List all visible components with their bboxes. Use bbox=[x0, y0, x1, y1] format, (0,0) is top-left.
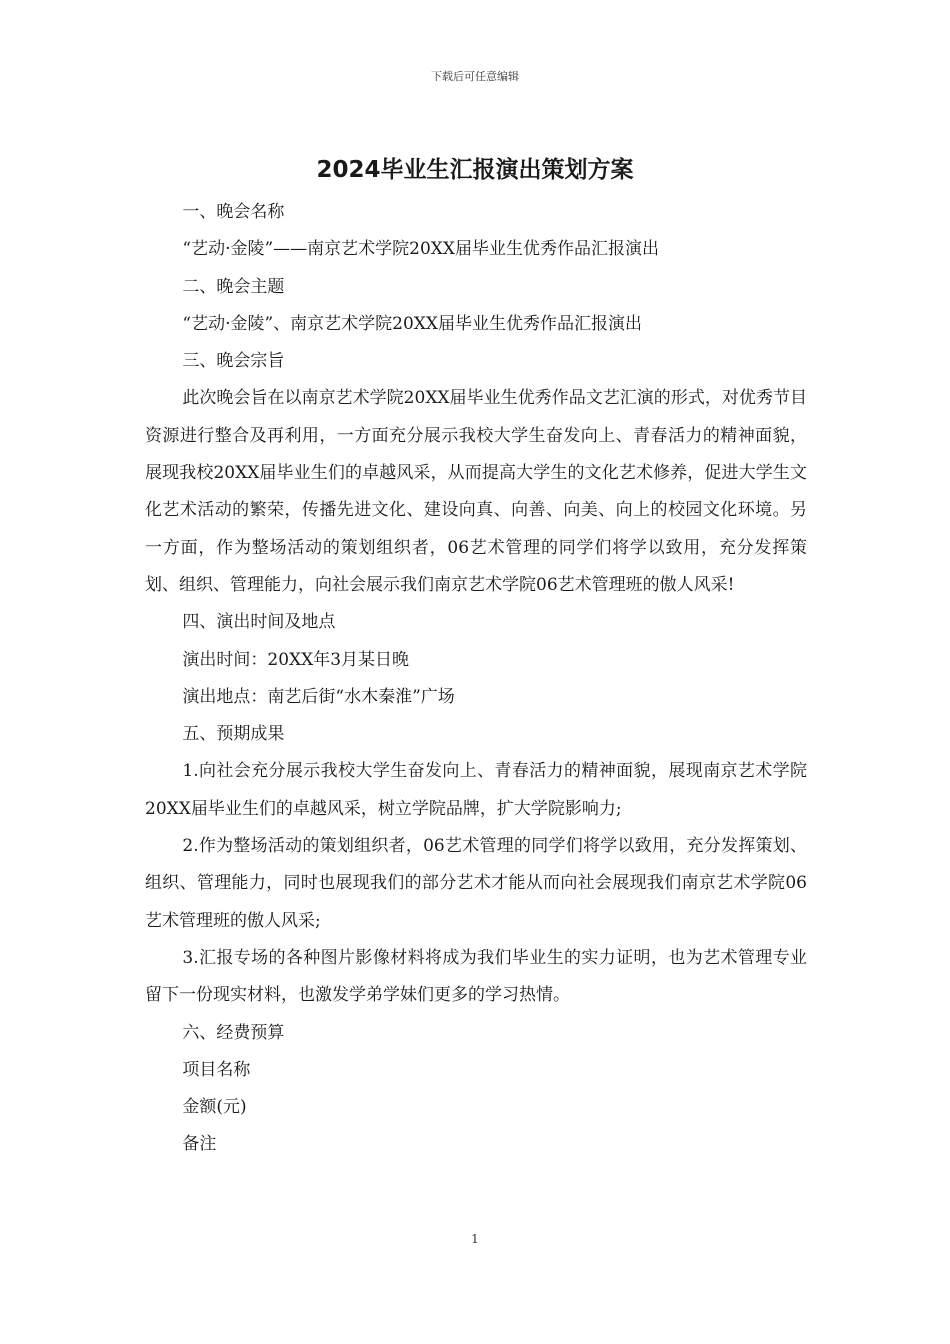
section-heading-outcomes: 五、预期成果 bbox=[182, 724, 285, 745]
outcome-item-3: 3.汇报专场的各种图片影像材料将成为我们毕业生的实力证明，也为艺术管理专业留下一份现实材料，也激发学弟学妹们更多的学习热情。 bbox=[145, 947, 807, 1006]
page-number: 1 bbox=[471, 1232, 479, 1246]
document-title: 2024毕业生汇报演出策划方案 bbox=[316, 157, 634, 183]
section-heading-purpose: 三、晚会宗旨 bbox=[182, 351, 285, 372]
event-theme-text: “艺动·金陵”、南京艺术学院20XX届毕业生优秀作品汇报演出 bbox=[182, 313, 643, 334]
section-heading-budget: 六、经费预算 bbox=[182, 1022, 285, 1043]
section-heading-name: 一、晚会名称 bbox=[182, 202, 285, 222]
purpose-paragraph: 此次晚会旨在以南京艺术学院20XX届毕业生优秀作品文艺汇演的形式，对优秀节目资源进行整合及再利用，一方面充分展示我校大学生奋发向上、青春活力的精神面貌，展现我校20XX届毕业生们的卓越风采，从而提高大学生的文化艺术修养，促进大学生文化艺术活动的繁荣，传播先进文化、建设向真、向善、向美、向上的校园文化环境。另一方面，作为整场活动的策划组织者，06艺术管理的同学们将学以致用，充分发挥策划、组织、管理能力，向社会展示我们南京艺术学院06艺术管理班的傲人风采! bbox=[145, 388, 807, 595]
performance-place: 演出地点：南艺后街“水木秦淮”广场 bbox=[182, 686, 455, 707]
header-note: 下载后可任意编辑 bbox=[431, 70, 519, 83]
budget-item-name-label: 项目名称 bbox=[182, 1059, 251, 1080]
section-heading-theme: 二、晚会主题 bbox=[182, 276, 285, 297]
outcome-item-2: 2.作为整场活动的策划组织者，06艺术管理的同学们将学以致用，充分发挥策划、组织、管理能力，同时也展现我们的部分艺术才能从而向社会展现我们南京艺术学院06艺术管理班的傲人风采; bbox=[145, 836, 807, 931]
document-body bbox=[145, 194, 807, 1164]
section-heading-time-place: 四、演出时间及地点 bbox=[182, 612, 336, 633]
event-name-text: “艺动·金陵”——南京艺术学院20XX届毕业生优秀作品汇报演出 bbox=[182, 239, 660, 260]
performance-time: 演出时间：20XX年3月某日晚 bbox=[182, 649, 410, 670]
budget-amount-label: 金额(元) bbox=[182, 1097, 247, 1118]
budget-remarks-label: 备注 bbox=[182, 1134, 217, 1155]
outcome-item-1: 1.向社会充分展示我校大学生奋发向上、青春活力的精神面貌，展现南京艺术学院20XX届毕业生们的卓越风采，树立学院品牌，扩大学院影响力; bbox=[145, 761, 807, 819]
